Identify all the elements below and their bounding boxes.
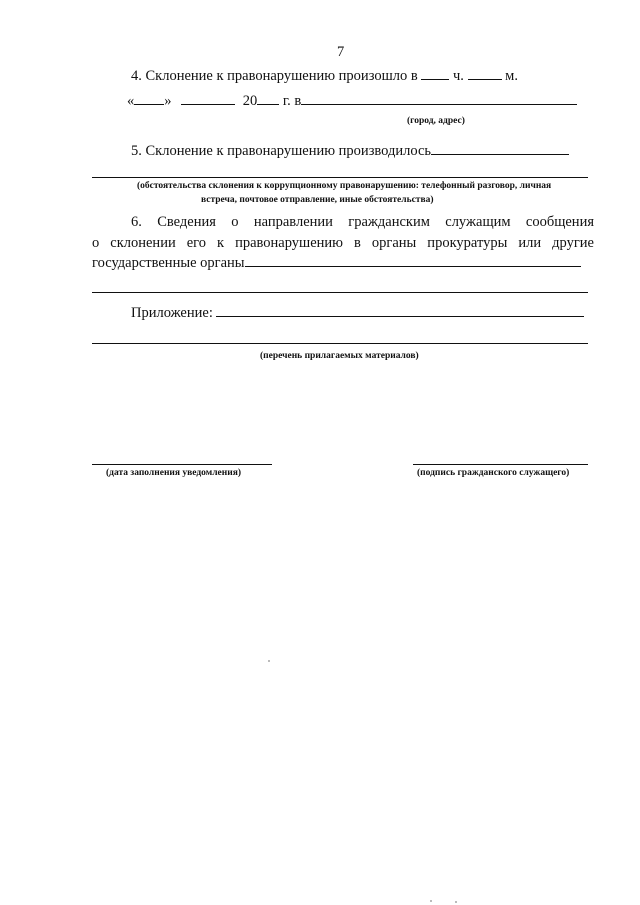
scan-speck bbox=[430, 900, 432, 902]
prosecutor-info-line[interactable] bbox=[92, 292, 588, 293]
quote-open: « bbox=[127, 93, 135, 109]
city-address-field[interactable] bbox=[301, 92, 577, 105]
item5-caption-line2: встреча, почтовое отправление, иные обстоятельства) bbox=[201, 195, 434, 205]
page-number: 7 bbox=[337, 44, 345, 60]
circumstances-line[interactable] bbox=[92, 177, 588, 178]
item4-text: 4. Склонение к правонарушению произошло в bbox=[131, 68, 418, 84]
attachment-field[interactable] bbox=[216, 304, 584, 317]
item6-line1: 6. Сведения о направлении гражданским служащим сообщения bbox=[131, 214, 594, 230]
city-caption: (город, адрес) bbox=[407, 116, 465, 126]
year-field[interactable] bbox=[257, 92, 279, 105]
minutes-label: м. bbox=[505, 68, 518, 84]
minutes-field[interactable] bbox=[468, 67, 502, 80]
quote-close: » bbox=[164, 93, 172, 109]
item6-line3-row bbox=[92, 254, 581, 272]
circumstances-field[interactable] bbox=[431, 142, 569, 155]
scan-speck bbox=[268, 660, 270, 662]
attachment-line[interactable] bbox=[92, 343, 588, 344]
date-city-row bbox=[127, 92, 577, 110]
scan-speck bbox=[455, 901, 457, 903]
hours-field[interactable] bbox=[421, 67, 449, 80]
hours-label: ч. bbox=[452, 68, 464, 84]
attachment-row bbox=[131, 304, 584, 322]
prosecutor-info-field[interactable] bbox=[245, 254, 581, 267]
date-line[interactable] bbox=[92, 464, 272, 465]
item5-text: 5. Склонение к правонарушению производилось bbox=[131, 143, 432, 159]
item4-row bbox=[131, 67, 518, 85]
city-prefix: г. в bbox=[282, 93, 302, 109]
month-field[interactable] bbox=[181, 92, 235, 105]
year-prefix: 20 bbox=[242, 93, 258, 109]
item5-caption-line1: (обстоятельства склонения к коррупционному правонарушению: телефонный разговор, личная bbox=[137, 181, 552, 191]
signature-caption: (подпись гражданского служащего) bbox=[417, 468, 570, 478]
attachment-label: Приложение: bbox=[131, 305, 213, 321]
item6-line2: о склонении его к правонарушению в органы прокуратуры или другие bbox=[92, 235, 594, 251]
attachment-caption: (перечень прилагаемых материалов) bbox=[260, 351, 419, 361]
item6-line3: государственные органы bbox=[92, 255, 245, 271]
signature-line[interactable] bbox=[413, 464, 588, 465]
date-caption: (дата заполнения уведомления) bbox=[106, 468, 242, 478]
item5-row bbox=[131, 142, 569, 160]
day-field[interactable] bbox=[134, 92, 164, 105]
